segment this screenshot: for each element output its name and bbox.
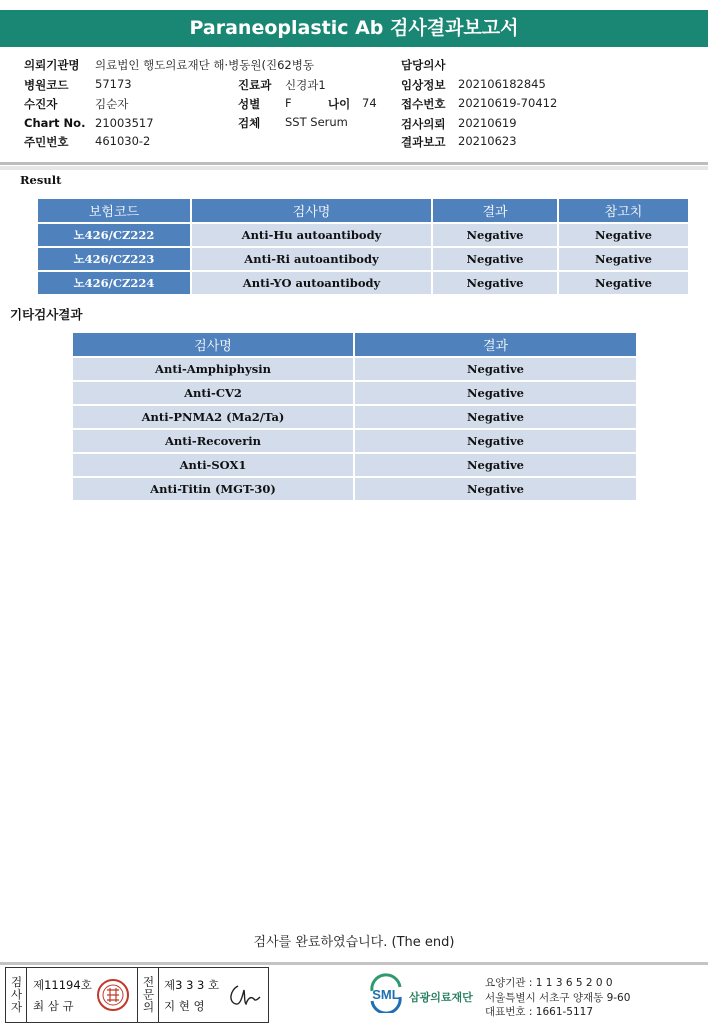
rrn-value: 461030-2 [95,134,151,148]
sml-logo-icon [366,973,406,1013]
test-name: Anti-Amphiphysin [73,358,355,382]
table-row [73,430,636,454]
hospital-code-label: 병원코드 [24,78,69,92]
reference-value: Negative [559,248,688,272]
request-value: 20210619 [458,116,517,130]
test-result: Negative [355,430,636,454]
seal-stamp-icon [96,978,130,1012]
header-result: 결과 [433,199,559,224]
specimen-label: 검체 [238,116,261,130]
lab-phone: 대표번호 : 1661-5117 [485,1006,594,1018]
org-name: 삼광의료재단 [409,991,473,1004]
dept-label: 진료과 [238,78,272,92]
lab-registration: 요양기관 : 1 1 3 6 5 2 0 0 [485,977,613,989]
institution-label: 의뢰기관명 [24,58,80,72]
test-name: Anti-SOX1 [73,454,355,478]
confirmer-label-text: 전문의 [141,976,156,1014]
recipient-value: 김순자 [95,97,129,111]
footer-divider [0,962,708,965]
test-result: Negative [355,406,636,430]
insurance-code: 노426/CZ224 [38,272,192,296]
table-row [73,454,636,478]
insurance-code: 노426/CZ223 [38,248,192,272]
accession-value: 20210619-70412 [458,96,558,110]
table-header-row [38,199,688,224]
report-title: Paraneoplastic Ab 검사결과보고서 [0,10,708,47]
divider [0,162,708,165]
test-name: Anti-PNMA2 (Ma2/Ta) [73,406,355,430]
doctor-label: 담당의사 [401,58,446,72]
hospital-code-value: 57173 [95,77,132,91]
signature-box [5,967,269,1023]
confirmer-name: 지 현 영 [164,999,205,1013]
test-name: Anti-Titin (MGT-30) [73,478,355,502]
chart-value: 21003517 [95,116,154,130]
table-row [73,382,636,406]
divider-shadow [0,166,708,170]
test-name: Anti-YO autoantibody [192,272,433,296]
test-result: Negative [355,382,636,406]
header-test: 검사명 [192,199,433,224]
report-label: 결과보고 [401,135,446,149]
end-notice: 검사를 완료하였습니다. (The end) [253,935,455,950]
header-result: 결과 [355,333,636,358]
lab-address: 서울특별시 서초구 양재동 9-60 [485,991,631,1004]
header-test: 검사명 [73,333,355,358]
other-result-table [73,333,636,502]
result-label: Result [20,173,62,187]
inspector-label [6,968,27,1022]
insurance-code: 노426/CZ222 [38,224,192,248]
test-result: Negative [433,224,559,248]
inspector-name: 최 삼 규 [33,999,74,1013]
test-name: Anti-Recoverin [73,430,355,454]
inspector-label-text: 검사자 [9,976,24,1014]
other-results-label: 기타검사결과 [10,307,83,322]
specimen-value: SST Serum [285,115,348,129]
test-result: Negative [355,478,636,502]
patient-info [0,52,708,162]
age-value: 74 [362,96,377,110]
chart-label: Chart No. [24,116,86,130]
age-label: 나이 [328,97,351,111]
sex-value: F [285,96,292,110]
header-code: 보험코드 [38,199,192,224]
request-label: 검사의뢰 [401,117,446,131]
test-result: Negative [433,248,559,272]
report-value: 20210623 [458,134,517,148]
accession-label: 접수번호 [401,97,446,111]
table-row [73,358,636,382]
test-name: Anti-Ri autoantibody [192,248,433,272]
rrn-label: 주민번호 [24,135,69,149]
header-ref: 참고치 [559,199,688,224]
main-result-table [38,199,688,296]
test-result: Negative [433,272,559,296]
table-row [38,248,688,272]
reference-value: Negative [559,272,688,296]
test-result: Negative [355,454,636,478]
sex-label: 성별 [238,97,261,111]
reference-value: Negative [559,224,688,248]
sml-logo-text: SML [372,987,400,1002]
recipient-label: 수진자 [24,97,58,111]
test-name: Anti-Hu autoantibody [192,224,433,248]
table-header-row [73,333,636,358]
confirmer-license: 제3 3 3 호 [164,978,220,992]
lab-contact-info [485,976,630,1020]
table-row [38,272,688,296]
inspector-license: 제11194호 [33,978,92,992]
institution-value: 의료법인 행도의료재단 해·병동원(진62병동 [95,58,314,72]
table-row [73,406,636,430]
dept-value: 신경과1 [285,78,326,92]
test-result: Negative [355,358,636,382]
confirmer-label [137,968,159,1022]
clinical-label: 임상정보 [401,78,446,92]
signature-icon [224,980,264,1010]
clinical-value: 202106182845 [458,77,546,91]
table-row [73,478,636,502]
table-row [38,224,688,248]
test-name: Anti-CV2 [73,382,355,406]
